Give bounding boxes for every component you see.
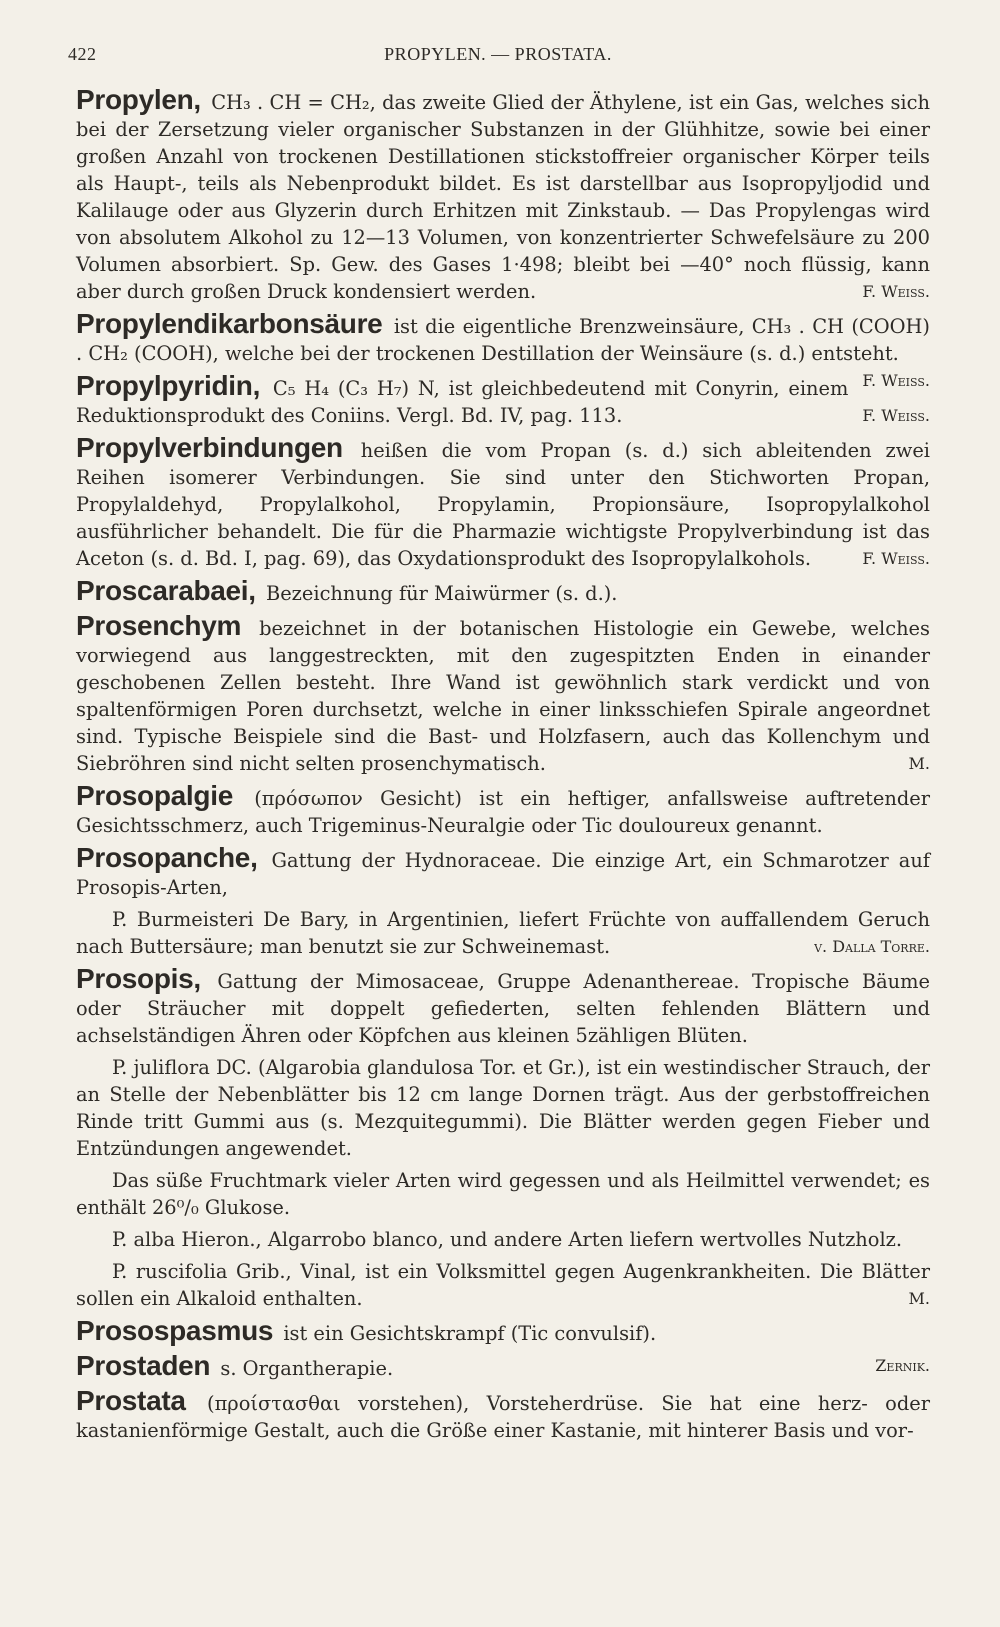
entry-prosospasmus (76, 1317, 930, 1347)
entry-signature: F. Weiss. (862, 371, 930, 390)
entry-text: heißen die vom Propan (s. d.) sich ableitenden zwei Reihen isomerer Verbindungen. Sie sind unter den Stichworten Propan, Propylaldehyd, Propylalkohol, Propylamin, Propionsäure, Isopropylalkohol ausführlicher behandelt. Die für die Pharmazie wichtigste Propylverbindung ist das Aceton (s. d. Bd. I, pag. 69), das Oxydationsprodukt des Isopropylalkohols. (76, 439, 930, 570)
entry-signature: F. Weiss. (862, 549, 930, 568)
entry-text: Gattung der Mimosaceae, Gruppe Adenanthereae. Tropische Bäume oder Sträucher mit doppelt gefiederten, selten fehlenden Blättern und achselständigen Ähren oder Köpfchen aus kleinen 5zähligen Blüten. (76, 970, 930, 1047)
entry-signature: Zernik. (875, 1356, 930, 1375)
entry-term: Prosopis, (76, 963, 201, 994)
entry-term: Propylen, (76, 84, 201, 115)
entry-term: Prostata (76, 1385, 186, 1416)
entry-prostaden (76, 1352, 930, 1382)
page-number: 422 (68, 44, 97, 64)
entry-signature: F. Weiss. (862, 282, 930, 301)
entry-propylverbindungen (76, 434, 930, 572)
entry-signature: M. (908, 754, 930, 773)
entry-text: P. alba Hieron., Algarrobo blanco, und andere Arten liefern wertvolles Nutzholz. (112, 1228, 903, 1251)
page-header (68, 44, 928, 70)
entry-prostata (76, 1387, 930, 1444)
entry-prosopis-alba (76, 1226, 930, 1253)
entry-text: ist ein Gesichtskrampf (Tic convulsif). (283, 1322, 657, 1345)
running-title: PROPYLEN. — PROSTATA. (384, 44, 612, 64)
entry-prosenchym (76, 612, 930, 777)
entry-signature: M. (908, 1289, 930, 1308)
entry-prosopis (76, 965, 930, 1049)
entry-text: bezeichnet in der botanischen Histologie ein Gewebe, welches vorwiegend aus langgestreckten, mit den zugespitzten Enden in einander geschobenen Zellen besteht. Ihre Wand ist gewöhnlich stark verdickt und von spaltenförmigen Poren durchsetzt, welche in einer linksschiefen Spirale angeordnet sind. Typische Beispiele sind die Bast- und Holzfasern, auch das Kollenchym und Siebröhren sind nicht selten prosenchymatisch. (76, 617, 930, 775)
entry-term: Proscarabaei, (76, 575, 256, 606)
entry-term: Prosopalgie (76, 780, 233, 811)
entry-text: P. juliflora DC. (Algarobia glandulosa Tor. et Gr.), ist ein westindischer Strauch, der an Stelle der Nebenblätter bis 12 cm lange Dornen trägt. Aus der gerbstoffreichen Rinde tritt Gummi aus (s. Mezquitegummi). Die Blätter werden gegen Fieber und Entzündungen angewendet. (76, 1056, 930, 1160)
entry-text: (πρόσωπον Gesicht) ist ein heftiger, anfallsweise auftretender Gesichtsschmerz, auch Trigeminus-Neuralgie oder Tic douloureux genannt. (76, 787, 930, 837)
entry-propylpyridin (76, 372, 930, 429)
entry-text: C₅ H₄ (C₃ H₇) N, ist gleichbedeutend mit Conyrin, einem Reduktionsprodukt des Coniins. Vergl. Bd. IV, pag. 113. (76, 377, 849, 427)
entry-text: Bezeichnung für Maiwürmer (s. d.). (265, 582, 618, 605)
entry-text: P. ruscifolia Grib., Vinal, ist ein Volksmittel gegen Augenkrankheiten. Die Blätter sollen ein Alkaloid enthalten. (76, 1260, 930, 1310)
entry-prosopis-ruscifolia (76, 1258, 930, 1312)
entry-prosopalgie (76, 782, 930, 839)
entry-text: P. Burmeisteri De Bary, in Argentinien, liefert Früchte von auffallendem Geruch nach Buttersäure; man benutzt sie zur Schweinemast. (76, 908, 930, 958)
entry-term: Propylendikarbonsäure (76, 308, 383, 339)
entry-term: Prosopanche, (76, 842, 258, 873)
entry-text: (προίστασθαι vorstehen), Vorsteherdrüse. Sie hat eine herz- oder kastanienförmige Gestalt, auch die Größe einer Kastanie, mit hinterer Basis und vor- (76, 1392, 930, 1442)
entry-propylen (76, 86, 930, 305)
entry-signature: v. Dalla Torre. (814, 937, 930, 956)
entry-text: ist die eigentliche Brenzweinsäure, CH₃ . CH (COOH) . CH₂ (COOH), welche bei der trockenen Destillation der Weinsäure (s. d.) entsteht. (76, 315, 930, 365)
entry-text: s. Organtherapie. (220, 1357, 394, 1380)
entry-prosopanche-species (76, 906, 930, 960)
entry-prosopanche (76, 844, 930, 901)
entry-term: Propylpyridin, (76, 370, 261, 401)
entry-term: Prosenchym (76, 610, 242, 641)
entry-term: Prosospasmus (76, 1315, 274, 1346)
entry-proscarabaei (76, 577, 930, 607)
entry-text: CH₃ . CH = CH₂, das zweite Glied der Äthylene, ist ein Gas, welches sich bei der Zersetzung vieler organischer Substanzen in der Glühhitze, sowie bei einer großen Anzahl von trockenen Destillationen stickstoffreier organischer Körper teils als Haupt-, teils als Nebenprodukt bildet. Es ist darstellbar aus Isopropyljodid und Kalilauge oder aus Glyzerin durch Erhitzen mit Zinkstaub. — Das Propylengas wird von absolutem Alkohol zu 12—13 Volumen, von konzentrierter Schwefelsäure zu 200 Volumen absorbiert. Sp. Gew. des Gases 1·498; bleibt bei —40° noch flüssig, kann aber durch großen Druck kondensiert werden. (76, 91, 930, 303)
entry-term: Propylverbindungen (76, 432, 343, 463)
entry-prosopis-juliflora (76, 1054, 930, 1162)
entry-signature: F. Weiss. (862, 406, 930, 425)
entry-text: Das süße Fruchtmark vieler Arten wird gegessen und als Heilmittel verwendet; es enthält 26⁰/₀ Glukose. (76, 1169, 930, 1219)
article-body (76, 86, 930, 1449)
entry-prosopis-fruchtmark (76, 1167, 930, 1221)
entry-term: Prostaden (76, 1350, 211, 1381)
entry-text: Gattung der Hydnoraceae. Die einzige Art, ein Schmarotzer auf Prosopis-Arten, (76, 849, 930, 899)
